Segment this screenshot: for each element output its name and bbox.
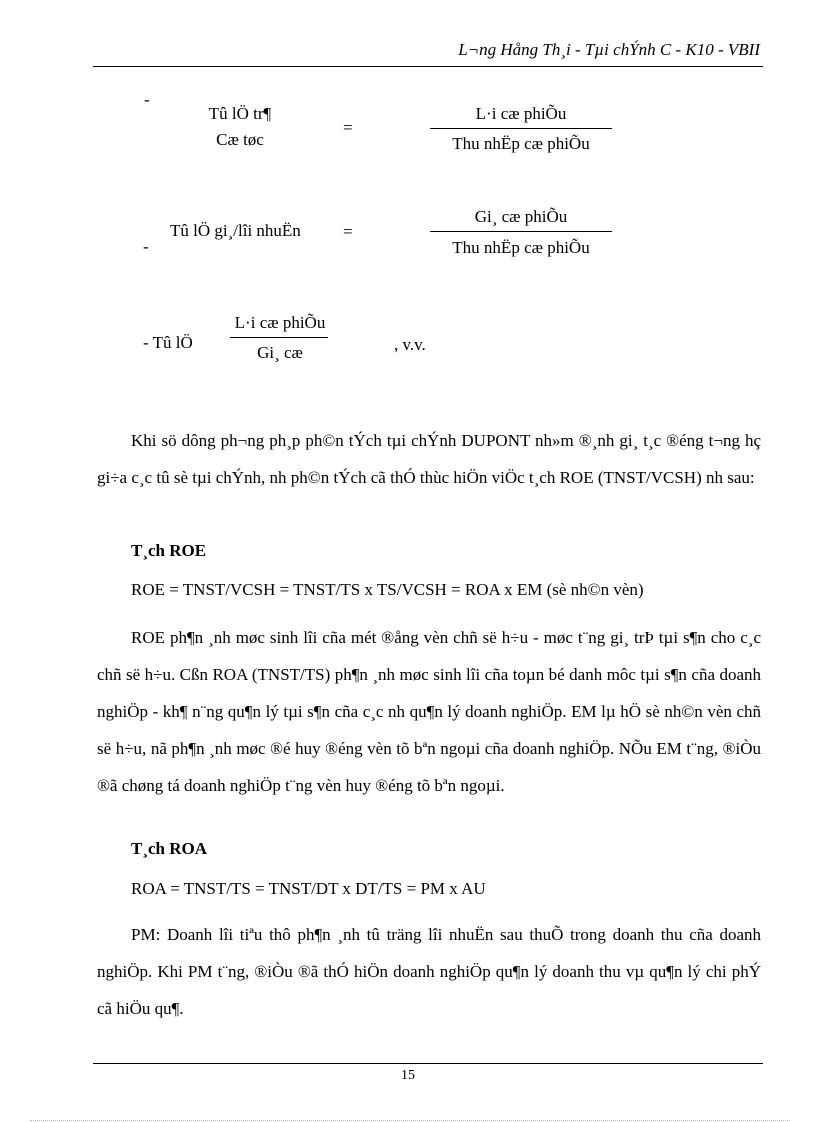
- formula1-equals: =: [343, 118, 353, 137]
- formula2-dash: -: [143, 237, 149, 256]
- formula1-numerator: L·i cæ phiÕu: [475, 104, 567, 123]
- paragraph-roe-explanation: ROE ph¶n ¸nh møc sinh lîi cña mét ®ång vèn chñ së h÷u - møc t¨ng gi¸ trÞ tµi s¶n cho c¸c chñ së h÷u. Cßn ROA (TNST/TS) ph¶n ¸nh møc sinh lîi cña toµn bé danh môc tµi s¶n cña doanh nghiÖp - kh¶ n¨ng qu¶n lý tµi s¶n cña c¸c nh qu¶n lý doanh nghiÖp. EM lµ hÖ sè nh©n vèn chñ së h÷u, nã ph¶n ¸nh møc ®é huy ®éng vèn tõ bªn ngoµi cña doanh nghiÖp. NÕu EM t¨ng, ®iÒu ®ã chøng tá doanh nghiÖp t¨ng vèn huy ®éng tõ bªn ngoµi.: [97, 628, 761, 795]
- equation-roe: ROE = TNST/VCSH = TNST/TS x TS/VCSH = ROA x EM (sè nh©n vèn): [131, 580, 644, 599]
- formula3-denominator: Gi¸ cæ: [257, 343, 303, 362]
- page-number: 15: [401, 1068, 415, 1083]
- formula2-denominator: Thu nhËp cæ phiÕu: [452, 238, 590, 257]
- formula3-fraction-bar: [230, 337, 328, 338]
- formula3-lhs: - Tû lÖ: [143, 333, 193, 352]
- formula3-tail: , v.v.: [394, 335, 426, 354]
- formula2-lhs: Tû lÖ gi¸/lîi nhuËn: [170, 221, 301, 240]
- paragraph-pm-explanation: PM: Doanh lîi tiªu thô ph¶n ¸nh tû träng lîi nhuËn sau thuÕ trong doanh thu cña doanh nghiÖp. Khi PM t¨ng, ®iÒu ®ã thÓ hiÖn doanh nghiÖp qu¶n lý doanh thu vµ qu¶n lý chi phÝ cã hiÖu qu¶.: [97, 925, 761, 1018]
- running-header: L¬ng Hång Th¸i - Tµi chÝnh C - K10 - VBII: [458, 40, 760, 59]
- formula2-fraction-bar: [430, 231, 612, 232]
- formula2-numerator: Gi¸ cæ phiÕu: [474, 207, 568, 226]
- formula1-fraction-bar: [430, 128, 612, 129]
- equation-roa: ROA = TNST/TS = TNST/DT x DT/TS = PM x AU: [131, 879, 486, 898]
- heading-tach-roa: T¸ch ROA: [131, 839, 208, 858]
- page-edge-divider: [30, 1120, 790, 1121]
- formula2-equals: =: [343, 222, 353, 241]
- formula1-lhs-line2: Cæ tøc: [216, 130, 264, 149]
- formula1-denominator: Thu nhËp cæ phiÕu: [452, 134, 590, 153]
- paragraph-dupont-intro: Khi sö dông ph¬ng ph¸p ph©n tÝch tµi chÝnh DUPONT nh»m ®¸nh gi¸ t¸c ®éng t¬ng hç gi÷a c¸c tû sè tµi chÝnh, nh ph©n tÝch cã thÓ thùc hiÖn viÖc t¸ch ROE (TNST/VCSH) nh sau:: [97, 431, 761, 487]
- formula1-dash: -: [144, 90, 150, 109]
- formula1-lhs-line1: Tû lÖ tr¶: [208, 104, 272, 123]
- formula3-numerator: L·i cæ phiÕu: [234, 313, 326, 332]
- header-rule: [93, 66, 763, 67]
- footer-rule: [93, 1063, 763, 1064]
- heading-tach-roe: T¸ch ROE: [131, 541, 207, 560]
